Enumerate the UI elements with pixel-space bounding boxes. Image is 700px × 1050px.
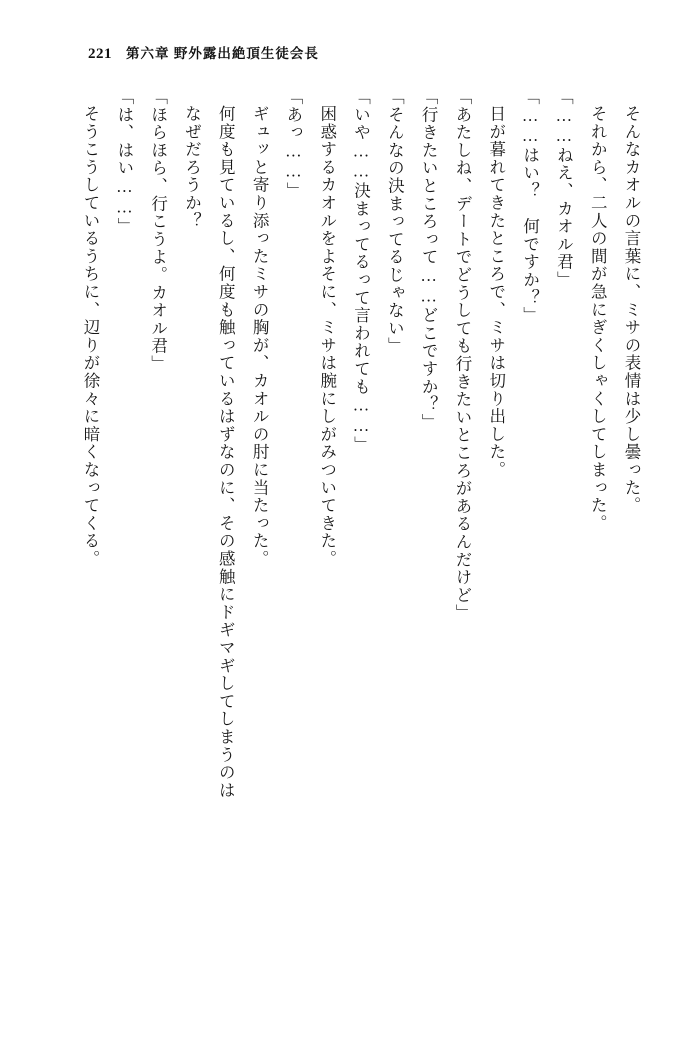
paragraph: 「あたしね、デートでどうしても行きたいところがあるんだけど」 xyxy=(452,88,472,622)
body-text xyxy=(73,88,648,988)
paragraph: 困惑するカオルをよそに、ミサは腕にしがみついてきた。 xyxy=(317,104,337,568)
paragraph: 日が暮れてきたところで、ミサは切り出した。 xyxy=(486,104,506,479)
paragraph: そうこうしているうちに、辺りが徐々に暗くなってくる。 xyxy=(81,104,100,568)
paragraph: 「……ねえ、カオル君」 xyxy=(554,88,574,289)
paragraph: ギュッと寄り添ったミサの胸が、カオルの肘に当たった。 xyxy=(250,104,270,568)
paragraph: 「いや……決まってるって言われても……」 xyxy=(351,88,371,454)
paragraph: 「ほらほら、行こうよ。カオル君」 xyxy=(148,88,168,373)
page-number: 221 xyxy=(88,46,112,62)
paragraph: 何度も見ているし、何度も触っているはずなのに、その感触にドギマギしてしまうのは xyxy=(216,104,236,799)
chapter-title: 第六章 野外露出絶頂生徒会長 xyxy=(126,46,319,61)
paragraph: 「は、はい……」 xyxy=(114,88,134,236)
running-head xyxy=(88,42,319,63)
paragraph: 「行きたいところって……どこですか？」 xyxy=(419,88,439,432)
paragraph: 「そんなの決まってるじゃない」 xyxy=(385,88,405,355)
paragraph: なぜだろうか？ xyxy=(182,104,202,230)
paragraph: 「あっ……」 xyxy=(283,88,303,200)
paragraph: それから、二人の間が急にぎくしゃくしてしまった。 xyxy=(588,104,608,532)
paragraph: 「……はい？ 何ですか？」 xyxy=(520,88,540,325)
paragraph: そんなカオルの言葉に、ミサの表情は少し曇った。 xyxy=(622,104,641,514)
